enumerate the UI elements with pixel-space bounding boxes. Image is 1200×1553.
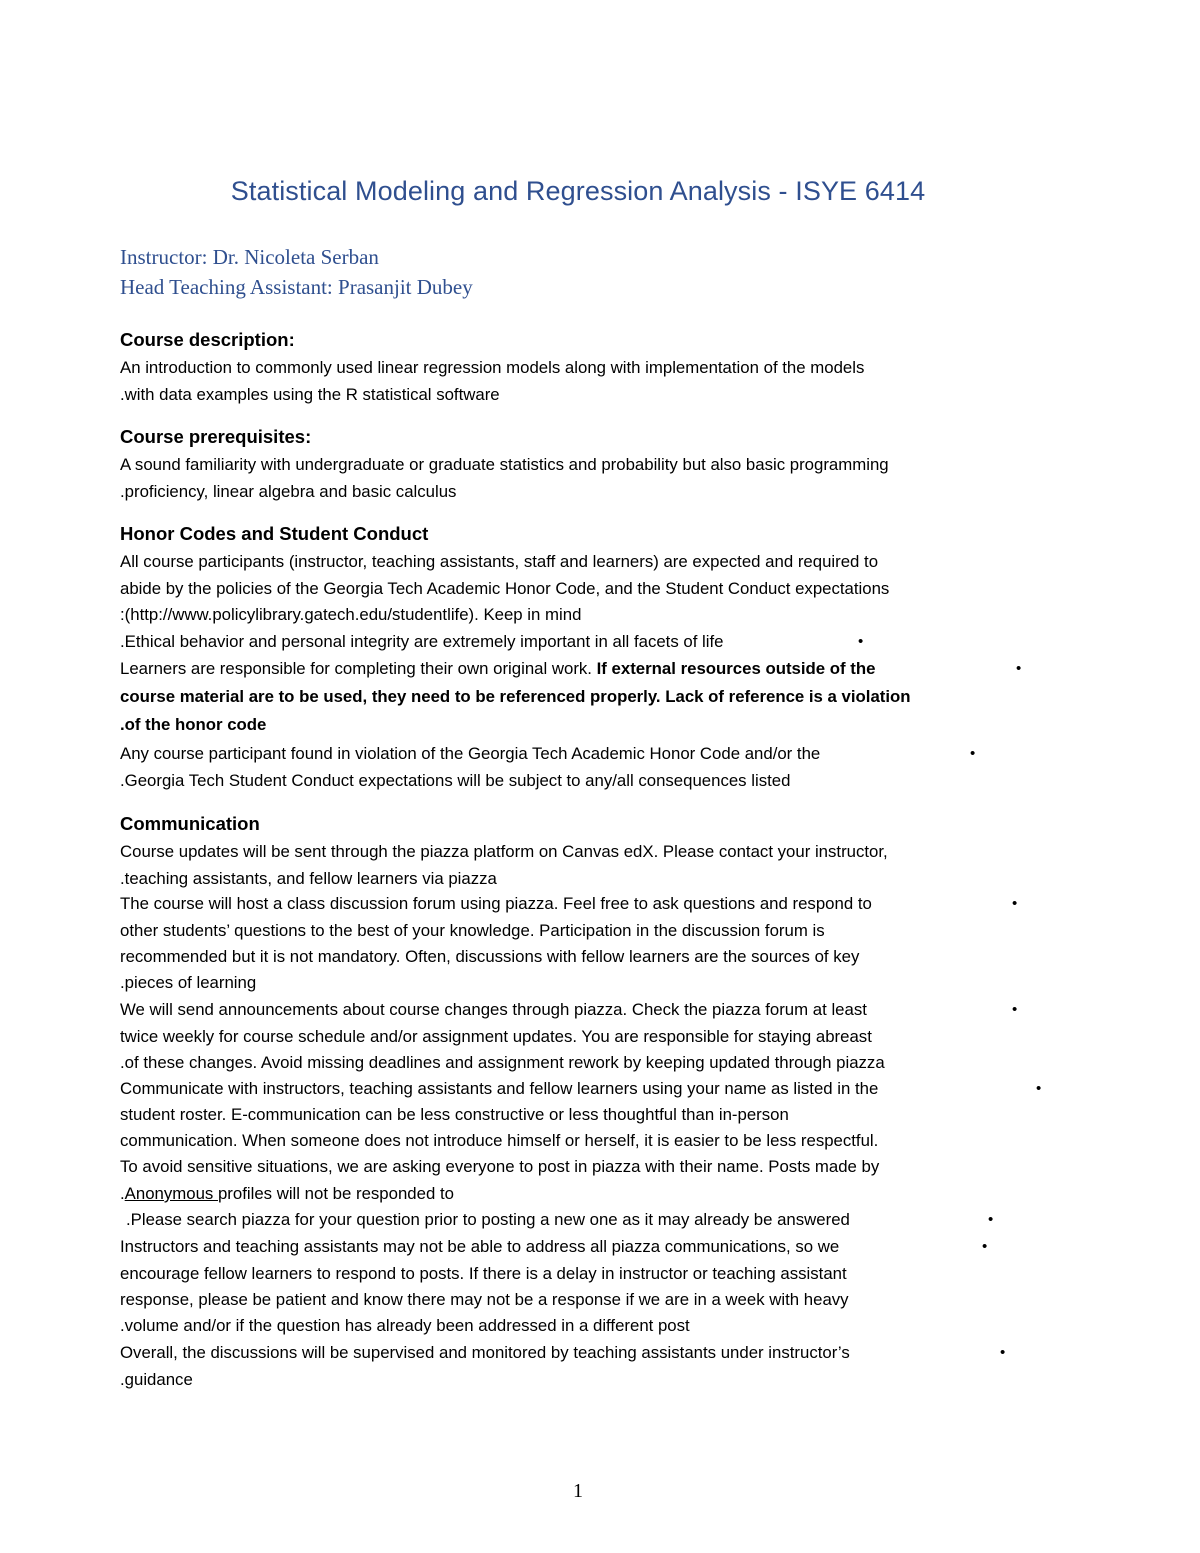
paragraph-line: .with data examples using the R statistical software <box>120 385 500 404</box>
page-number: 1 <box>573 1480 583 1502</box>
bullet-item-text: other students’ questions to the best of your knowledge. Participation in the discussion forum is <box>120 921 825 940</box>
bullet-item-text: The course will host a class discussion forum using piazza. Feel free to ask questions and respond to <box>120 894 872 913</box>
bullet-item-text: Learners are responsible for completing their own original work. If external resources outside of the <box>120 659 876 678</box>
bullet-icon: • <box>1000 1344 1006 1361</box>
staff-block <box>120 242 473 302</box>
bullet-item-text: We will send announcements about course changes through piazza. Check the piazza forum at least <box>120 1000 867 1019</box>
bullet-icon: • <box>858 633 864 650</box>
bullet-item-text: twice weekly for course schedule and/or assignment updates. You are responsible for staying abreast <box>120 1027 872 1046</box>
bullet-item-text: To avoid sensitive situations, we are asking everyone to post in piazza with their name. Posts made by <box>120 1157 880 1176</box>
bullet-item-text: communication. When someone does not introduce himself or herself, it is easier to be less respectful. <box>120 1131 879 1150</box>
bullet-item-text: .Anonymous profiles will not be responded to <box>120 1184 454 1203</box>
course-description-heading: Course description: <box>120 329 295 350</box>
bullet-item-text: student roster. E-communication can be less constructive or less thoughtful than in-person <box>120 1105 789 1124</box>
bullet-item-text: Communicate with instructors, teaching assistants and fellow learners using your name as listed in the <box>120 1079 879 1098</box>
paragraph-line: All course participants (instructor, teaching assistants, staff and learners) are expected and required to <box>120 552 879 571</box>
bullet-item-text: Any course participant found in violation of the Georgia Tech Academic Honor Code and/or the <box>120 744 821 763</box>
communication-heading: Communication <box>120 813 260 834</box>
bullet-icon: • <box>1036 1080 1042 1097</box>
paragraph-line: abide by the policies of the Georgia Tech Academic Honor Code, and the Student Conduct expectations <box>120 579 890 598</box>
bullet-item-text: response, please be patient and know there may not be a response if we are in a week with heavy <box>120 1290 849 1309</box>
paragraph-line: Course updates will be sent through the piazza platform on Canvas edX. Please contact your instructor, <box>120 842 888 861</box>
bullet-item-text: .of these changes. Avoid missing deadlines and assignment rework by keeping updated through piazza <box>120 1053 885 1072</box>
bullet-item-text: .volume and/or if the question has already been addressed in a different post <box>120 1316 690 1335</box>
bullet-icon: • <box>970 745 976 762</box>
paragraph-line: An introduction to commonly used linear regression models along with implementation of the models <box>120 358 865 377</box>
bullet-item-text: encourage fellow learners to respond to posts. If there is a delay in instructor or teaching assistant <box>120 1264 847 1283</box>
paragraph-line: :(http://www.policylibrary.gatech.edu/studentlife). Keep in mind <box>120 605 582 624</box>
bullet-item-text: .Ethical behavior and personal integrity are extremely important in all facets of life <box>120 632 724 651</box>
document-title: Statistical Modeling and Regression Analysis - ISYE 6414 <box>230 176 926 206</box>
bullet-item-text: .Georgia Tech Student Conduct expectations will be subject to any/all consequences listed <box>120 771 791 790</box>
bullet-item-text: .of the honor code <box>120 715 267 734</box>
paragraph-line: .proficiency, linear algebra and basic calculus <box>120 482 457 501</box>
bullet-item-text: Overall, the discussions will be supervised and monitored by teaching assistants under instructor’s <box>120 1343 850 1362</box>
bullet-item-text: recommended but it is not mandatory. Often, discussions with fellow learners are the sources of key <box>120 947 860 966</box>
course-prerequisites-heading: Course prerequisites: <box>120 426 312 447</box>
bullet-item-text: Instructors and teaching assistants may not be able to address all piazza communications, so we <box>120 1237 840 1256</box>
bullet-item-text: .pieces of learning <box>120 973 257 992</box>
bullet-icon: • <box>1016 660 1022 677</box>
bullet-item-text: .Please search piazza for your question prior to posting a new one as it may already be answered <box>126 1210 850 1229</box>
paragraph-line: A sound familiarity with undergraduate or graduate statistics and probability but also basic programming <box>120 455 889 474</box>
bullet-icon: • <box>982 1238 988 1255</box>
bullet-item-text: course material are to be used, they need to be referenced properly. Lack of reference is a violation <box>120 687 911 706</box>
head-ta-line: Head Teaching Assistant: Prasanjit Dubey <box>120 275 473 299</box>
bullet-icon: • <box>1012 895 1018 912</box>
anonymous-underlined-text: Anonymous <box>124 1184 218 1203</box>
honor-code-heading: Honor Codes and Student Conduct <box>120 523 429 544</box>
instructor-line: Instructor: Dr. Nicoleta Serban <box>120 245 379 269</box>
bullet-item-text: .guidance <box>120 1370 193 1389</box>
bullet-icon: • <box>1012 1001 1018 1018</box>
paragraph-line: .teaching assistants, and fellow learners via piazza <box>120 869 497 888</box>
bullet-icon: • <box>988 1211 994 1228</box>
